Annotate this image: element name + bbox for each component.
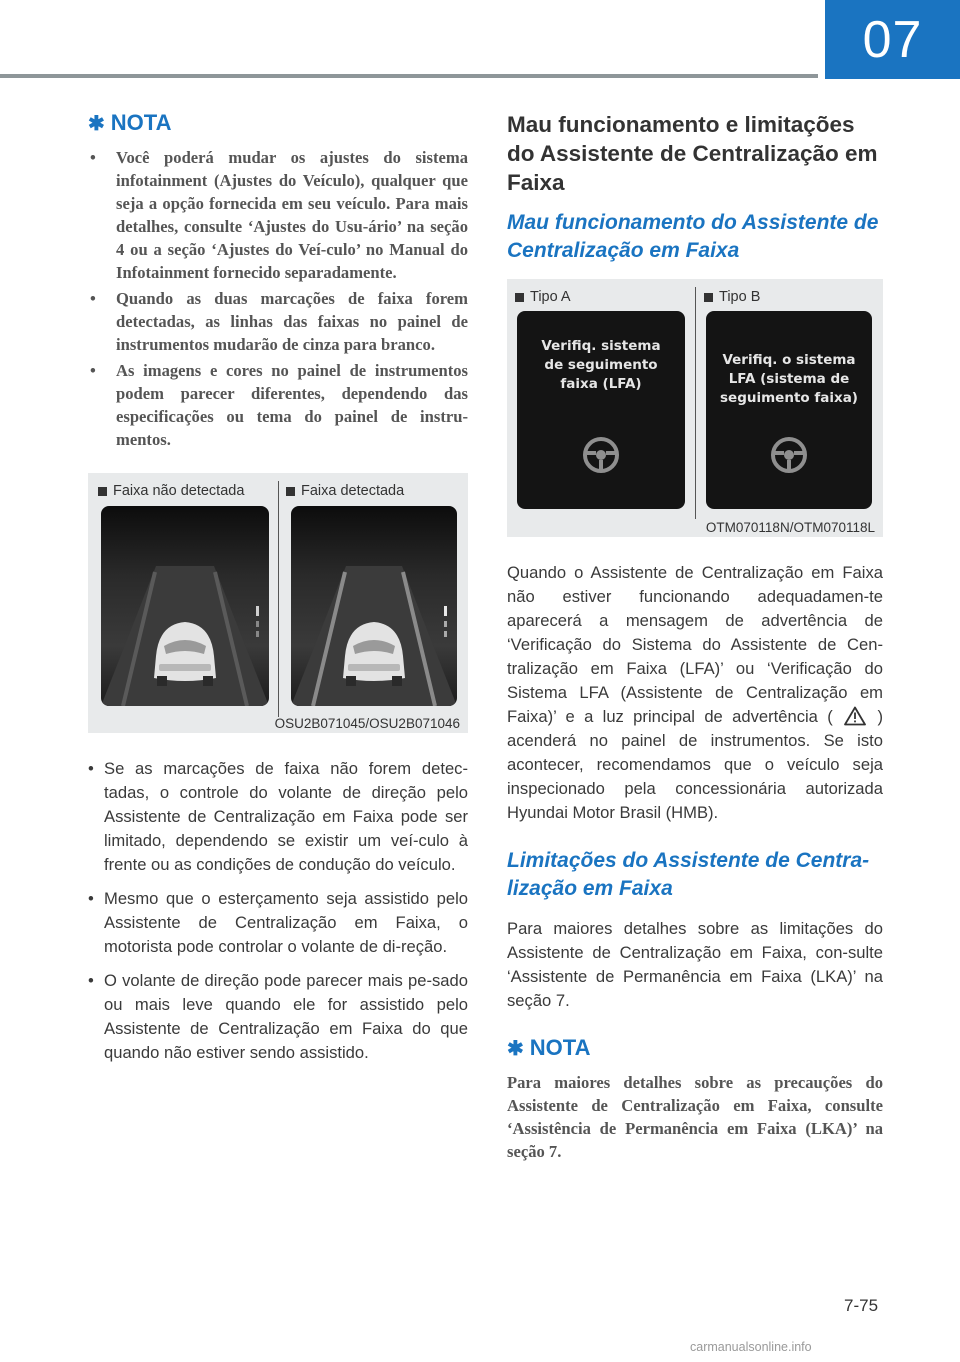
- figure-label-a: Tipo A: [515, 289, 571, 305]
- figure-code: OTM070118N/OTM070118L: [705, 520, 875, 535]
- warning-message: Verifiq. o sistema LFA (sistema de seguimento faixa): [720, 352, 858, 406]
- warning-message-figure: [507, 279, 883, 537]
- square-bullet-icon: [515, 293, 524, 302]
- cluster-screen-type-a: [517, 311, 685, 509]
- figure-label-b: Tipo B: [704, 289, 760, 305]
- steering-wheel-icon: [769, 435, 809, 475]
- section-heading: Mau funcionamento e limitações do Assistente de Centralização em Faixa: [507, 112, 878, 195]
- asterisk-icon: ✱: [507, 1037, 524, 1060]
- watermark: carmanualsonline.info: [690, 1340, 812, 1354]
- bullet-item: • Se as marcações de faixa não forem detec-tadas, o controle do volante de direção pelo Assistente de Centralização em Faixa pode ser limitado, dependendo se existir um veí-culo à frente ou as condições de condução do veículo.: [88, 757, 468, 877]
- nota-heading: [88, 110, 468, 136]
- right-column: [507, 110, 883, 1163]
- figure-divider: [695, 287, 696, 519]
- nota-heading: [507, 1035, 883, 1061]
- figure-label-b: Faixa detectada: [286, 483, 404, 499]
- chapter-tab: [825, 0, 960, 79]
- page-number: 7-75: [844, 1296, 879, 1315]
- asterisk-icon: ✱: [88, 112, 105, 135]
- car-lane-illustration: [291, 506, 457, 706]
- left-column: [88, 110, 468, 1075]
- cluster-screen-type-b: [706, 311, 872, 509]
- bullet-list: [88, 757, 468, 1065]
- square-bullet-icon: [704, 293, 713, 302]
- nota-list: [88, 146, 468, 451]
- header-rule: [0, 74, 818, 78]
- warning-triangle-icon: [844, 706, 866, 726]
- square-bullet-icon: [98, 487, 107, 496]
- limitations-paragraph: Para maiores detalhes sobre as limitações do Assistente de Centralização em Faixa, con-sulte ‘Assistente de Permanência em Faixa (LKA)’ na seção 7.: [507, 919, 883, 1010]
- nota-item: • As imagens e cores no painel de instrumentos podem parecer diferentes, dependendo das especificações ou tema do painel de instru-mentos.: [88, 359, 468, 451]
- warning-message: Verifiq. sistema de seguimento faixa (LFA): [541, 338, 661, 392]
- subheading-limitations: Limitações do Assistente de Centra-lização em Faixa: [507, 849, 870, 900]
- figure-label-a: Faixa não detectada: [98, 483, 244, 499]
- chapter-number: 07: [862, 10, 923, 69]
- cluster-screen-no-lane: [101, 506, 269, 706]
- square-bullet-icon: [286, 487, 295, 496]
- cluster-screen-lane: [291, 506, 457, 706]
- bullet-item: • Mesmo que o esterçamento seja assistido pelo Assistente de Centralização em Faixa, o motorista pode controlar o volante de di-reção.: [88, 887, 468, 959]
- figure-divider: [278, 481, 279, 717]
- subheading-malfunction: Mau funcionamento do Assistente de Centralização em Faixa: [507, 211, 879, 262]
- bullet-item: • O volante de direção pode parecer mais pe-sado ou mais leve quando ele for assistido pelo Assistente de Centralização em Faixa do que quando não estiver sendo assistido.: [88, 969, 468, 1065]
- steering-wheel-icon: [581, 435, 621, 475]
- car-lane-illustration: [101, 506, 269, 706]
- nota-item: • Quando as duas marcações de faixa forem detectadas, as linhas das faixas no painel de instrumentos mudarão de cinza para branco.: [88, 287, 468, 356]
- nota-title: NOTA: [110, 110, 172, 135]
- lane-detection-figure: [88, 473, 468, 733]
- nota-text: Para maiores detalhes sobre as precauções do Assistente de Centralização em Faixa, consulte ‘Assistência de Permanência em Faixa (LKA)’ na seção 7.: [507, 1073, 883, 1161]
- nota-item: • Você poderá mudar os ajustes do sistema infotainment (Ajustes do Veículo), qualquer que seja a opção fornecida em seu veículo. Para mais detalhes, consulte ‘Ajustes do Usu-ário’ na seção 4 ou a seção ‘Ajustes do Veí-culo’ no Manual do Infotainment fornecido separadamente.: [88, 146, 468, 284]
- nota-title: NOTA: [529, 1035, 591, 1060]
- malfunction-paragraph: Quando o Assistente de Centralização em Faixa não estiver funcionando adequadamen-te aparecerá a mensagem de advertência de ‘Verificação do Sistema do Assistente de Cen-tralização em Faixa (LFA)’ ou ‘Verificação do Sistema LFA (Assistente de Centralização em Faixa)’ e a luz principal de advertência ( ) acenderá no painel de instrumentos. Se isto acontecer, recomendamos que o veículo seja inspecionado pela concessionária autorizada Hyundai Motor Brasil (HMB).: [507, 563, 883, 822]
- figure-code: OSU2B071045/OSU2B071046: [274, 716, 460, 731]
